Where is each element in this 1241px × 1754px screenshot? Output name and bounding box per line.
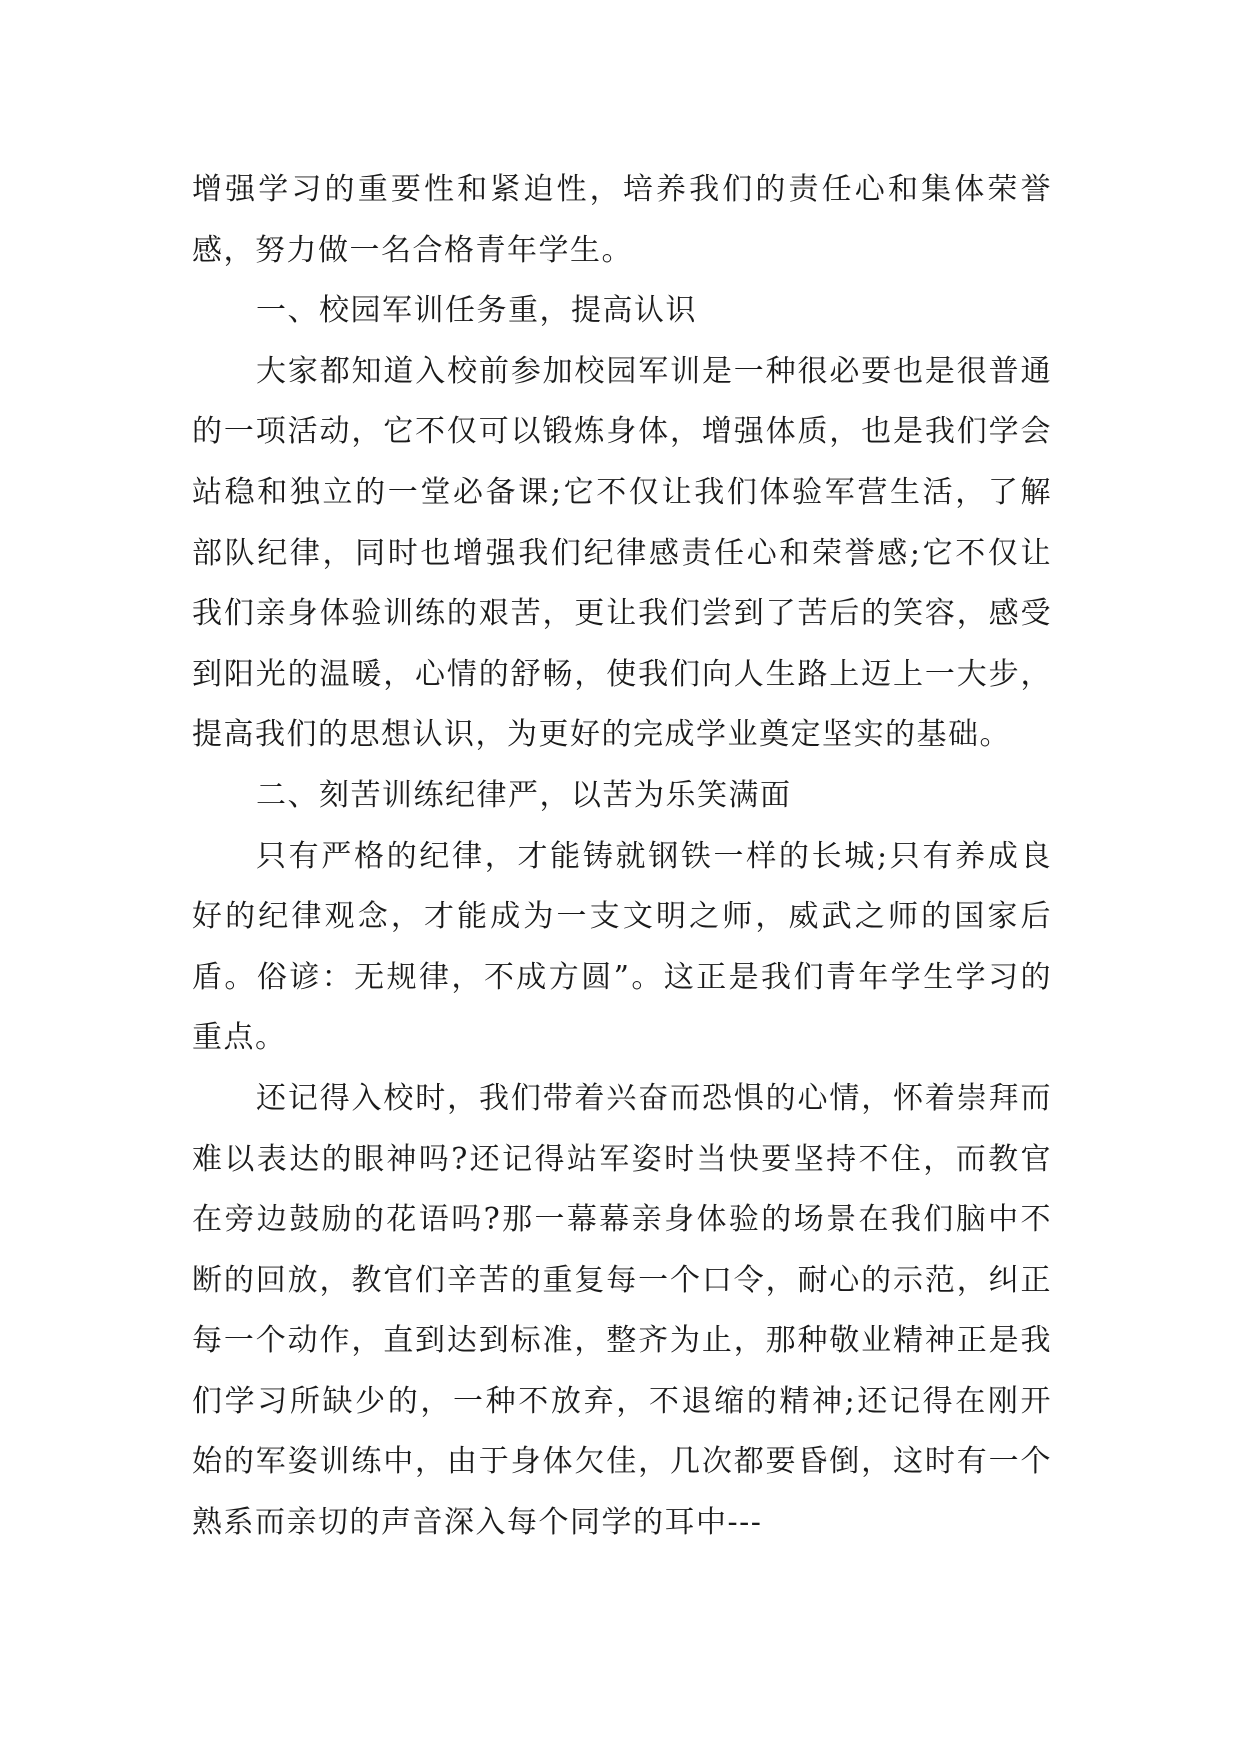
section-heading-2: 二、刻苦训练纪律严，以苦为乐笑满面 [256, 777, 792, 813]
section-heading-1: 一、校园军训任务重，提高认识 [256, 293, 697, 329]
paragraph-continued: 增强学习的重要性和紧迫性，培养我们的责任心和集体荣誉感，努力做一名合格青年学生。 [192, 172, 1052, 268]
paragraph: 大家都知道入校前参加校园军训是一种很必要也是很普通的一项活动，它不仅可以锻炼身体，增强体质，也是我们学会站稳和独立的一堂必备课;它不仅让我们体验军营生活，了解部队纪律，同时也增强我们纪律感责任心和荣誉感;它不仅让我们亲身体验训练的艰苦，更让我们尝到了苦后的笑容，感受到阳光的温暖，心情的舒畅，使我们向人生路上迈上一大步，提高我们的思想认识，为更好的完成学业奠定坚实的基础。 [192, 353, 1052, 753]
paragraph: 还记得入校时，我们带着兴奋而恐惧的心情，怀着崇拜而难以表达的眼神吗?还记得站军姿时当快要坚持不住，而教官在旁边鼓励的花语吗?那一幕幕亲身体验的场景在我们脑中不断的回放，教官们辛苦的重复每一个口令，耐心的示范，纠正每一个动作，直到达到标准，整齐为止，那种敬业精神正是我们学习所缺少的，一种不放弃，不退缩的精神;还记得在刚开始的军姿训练中，由于身体欠佳，几次都要昏倒，这时有一个熟系而亲切的声音深入每个同学的耳中--- [192, 1080, 1052, 1541]
document-body [192, 160, 1052, 1554]
paragraph: 只有严格的纪律，才能铸就钢铁一样的长城;只有养成良好的纪律观念，才能成为一支文明之师，威武之师的国家后盾。俗谚：无规律，不成方圆”。这正是我们青年学生学习的重点。 [192, 838, 1052, 1056]
